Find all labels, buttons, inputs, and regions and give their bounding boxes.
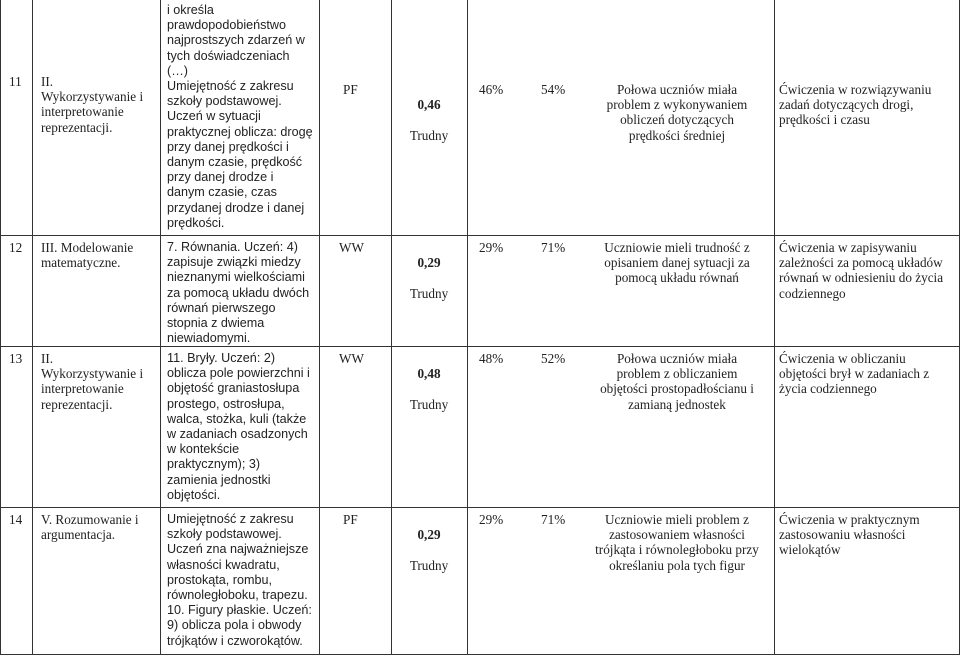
skill-category: V. Rozumowanie i argumentacja.	[41, 512, 139, 543]
recommended-exercises: Ćwiczenia w praktycznym zastosowaniu własności wielokątów	[779, 512, 920, 558]
percent-incorrect: 71%	[541, 240, 566, 255]
difficulty-value: 0,29	[417, 255, 441, 271]
row-divider	[0, 235, 960, 236]
difficulty-label: Trudny	[409, 557, 449, 573]
difficulty-index	[394, 512, 464, 588]
percent-correct: 46%	[479, 82, 504, 97]
column-divider	[160, 0, 161, 655]
task-number: 12	[9, 240, 23, 255]
curriculum-requirement: i określa prawdopodobieństwo najprostszych zdarzeń w tych doświadczeniach (…) Umiejętność z zakresu szkoły podstawowej. Uczeń w sytuacji praktycznej oblicza: drogę przy danej prędkości i danym czasie, prędkość przy danej drodze i danym czasie, czas przydanej drodze i danej prędkości.	[167, 3, 313, 230]
difficulty-index	[394, 351, 464, 427]
result-comment: Uczniowie mieli problem z zastosowaniem własności trójkąta i równoległoboku przy określaniu pola tych figur	[595, 512, 759, 573]
difficulty-value: 0,48	[417, 366, 441, 382]
percent-incorrect: 71%	[541, 512, 566, 527]
column-divider	[32, 0, 33, 655]
recommended-exercises: Ćwiczenia w obliczaniu objętości brył w zadaniach z życia codziennego	[779, 351, 930, 397]
difficulty-label: Trudny	[409, 127, 449, 143]
percent-incorrect: 52%	[541, 351, 566, 366]
task-number: 13	[9, 351, 23, 366]
percent-correct: 29%	[479, 512, 504, 527]
curriculum-requirement: Umiejętność z zakresu szkoły podstawowej. Uczeń zna najważniejsze własności kwadratu, prostokąta, rombu, równoległoboku, trapezu. 10. Figury płaskie. Uczeń: 9) oblicza pola i obwody trójkątów i czworokątów.	[167, 512, 312, 648]
skill-category: III. Modelowanie matematyczne.	[41, 240, 134, 271]
task-type-code: PF	[343, 512, 358, 527]
row-divider	[0, 507, 960, 508]
task-type-code: WW	[339, 351, 364, 366]
percent-correct: 48%	[479, 351, 504, 366]
column-divider	[319, 0, 320, 655]
recommended-exercises: Ćwiczenia w rozwiązywaniu zadań dotyczących drogi, prędkości i czasu	[779, 82, 932, 128]
skill-category: II. Wykorzystywanie i interpretowanie reprezentacji.	[41, 351, 144, 412]
difficulty-value: 0,29	[417, 527, 441, 543]
task-number: 11	[9, 74, 22, 89]
task-type-code: WW	[339, 240, 364, 255]
result-comment: Uczniowie mieli trudność z opisaniem danej sytuacji za pomocą układu równań	[604, 240, 750, 286]
curriculum-requirement: 7. Równania. Uczeń: 4) zapisuje związki miedzy nieznanymi wielkościami za pomocą układu dwóch równań pierwszego stopnia z dwiema niewiadomymi.	[167, 240, 310, 346]
difficulty-label: Trudny	[409, 396, 449, 412]
skill-category: II. Wykorzystywanie i interpretowanie reprezentacji.	[41, 74, 144, 135]
percent-incorrect: 54%	[541, 82, 566, 97]
column-divider	[774, 0, 775, 655]
recommended-exercises: Ćwiczenia w zapisywaniu zależności za pomocą układów równań w odniesieniu do życia codziennego	[779, 240, 944, 301]
difficulty-value: 0,46	[417, 97, 441, 113]
task-number: 14	[9, 512, 23, 527]
difficulty-index	[394, 240, 464, 316]
result-comment: Połowa uczniów miała problem z wykonywaniem obliczeń dotyczących prędkości średniej	[606, 82, 748, 143]
column-divider	[391, 0, 392, 655]
row-divider	[0, 346, 960, 347]
curriculum-requirement: 11. Bryły. Uczeń: 2) oblicza pole powierzchni i objętość graniastosłupa prostego, ostrosłupa, walca, stożka, kuli (także w zadaniach osadzonych w kontekście praktycznym); 3) zamienia jednostki objętości.	[167, 351, 310, 502]
difficulty-label: Trudny	[409, 285, 449, 301]
column-divider	[467, 0, 468, 655]
percent-correct: 29%	[479, 240, 504, 255]
column-divider	[0, 0, 1, 655]
difficulty-index	[394, 82, 464, 158]
task-type-code: PF	[343, 82, 358, 97]
result-comment: Połowa uczniów miała problem z obliczaniem objętości prostopadłościanu i zamianą jednostek	[600, 351, 754, 412]
